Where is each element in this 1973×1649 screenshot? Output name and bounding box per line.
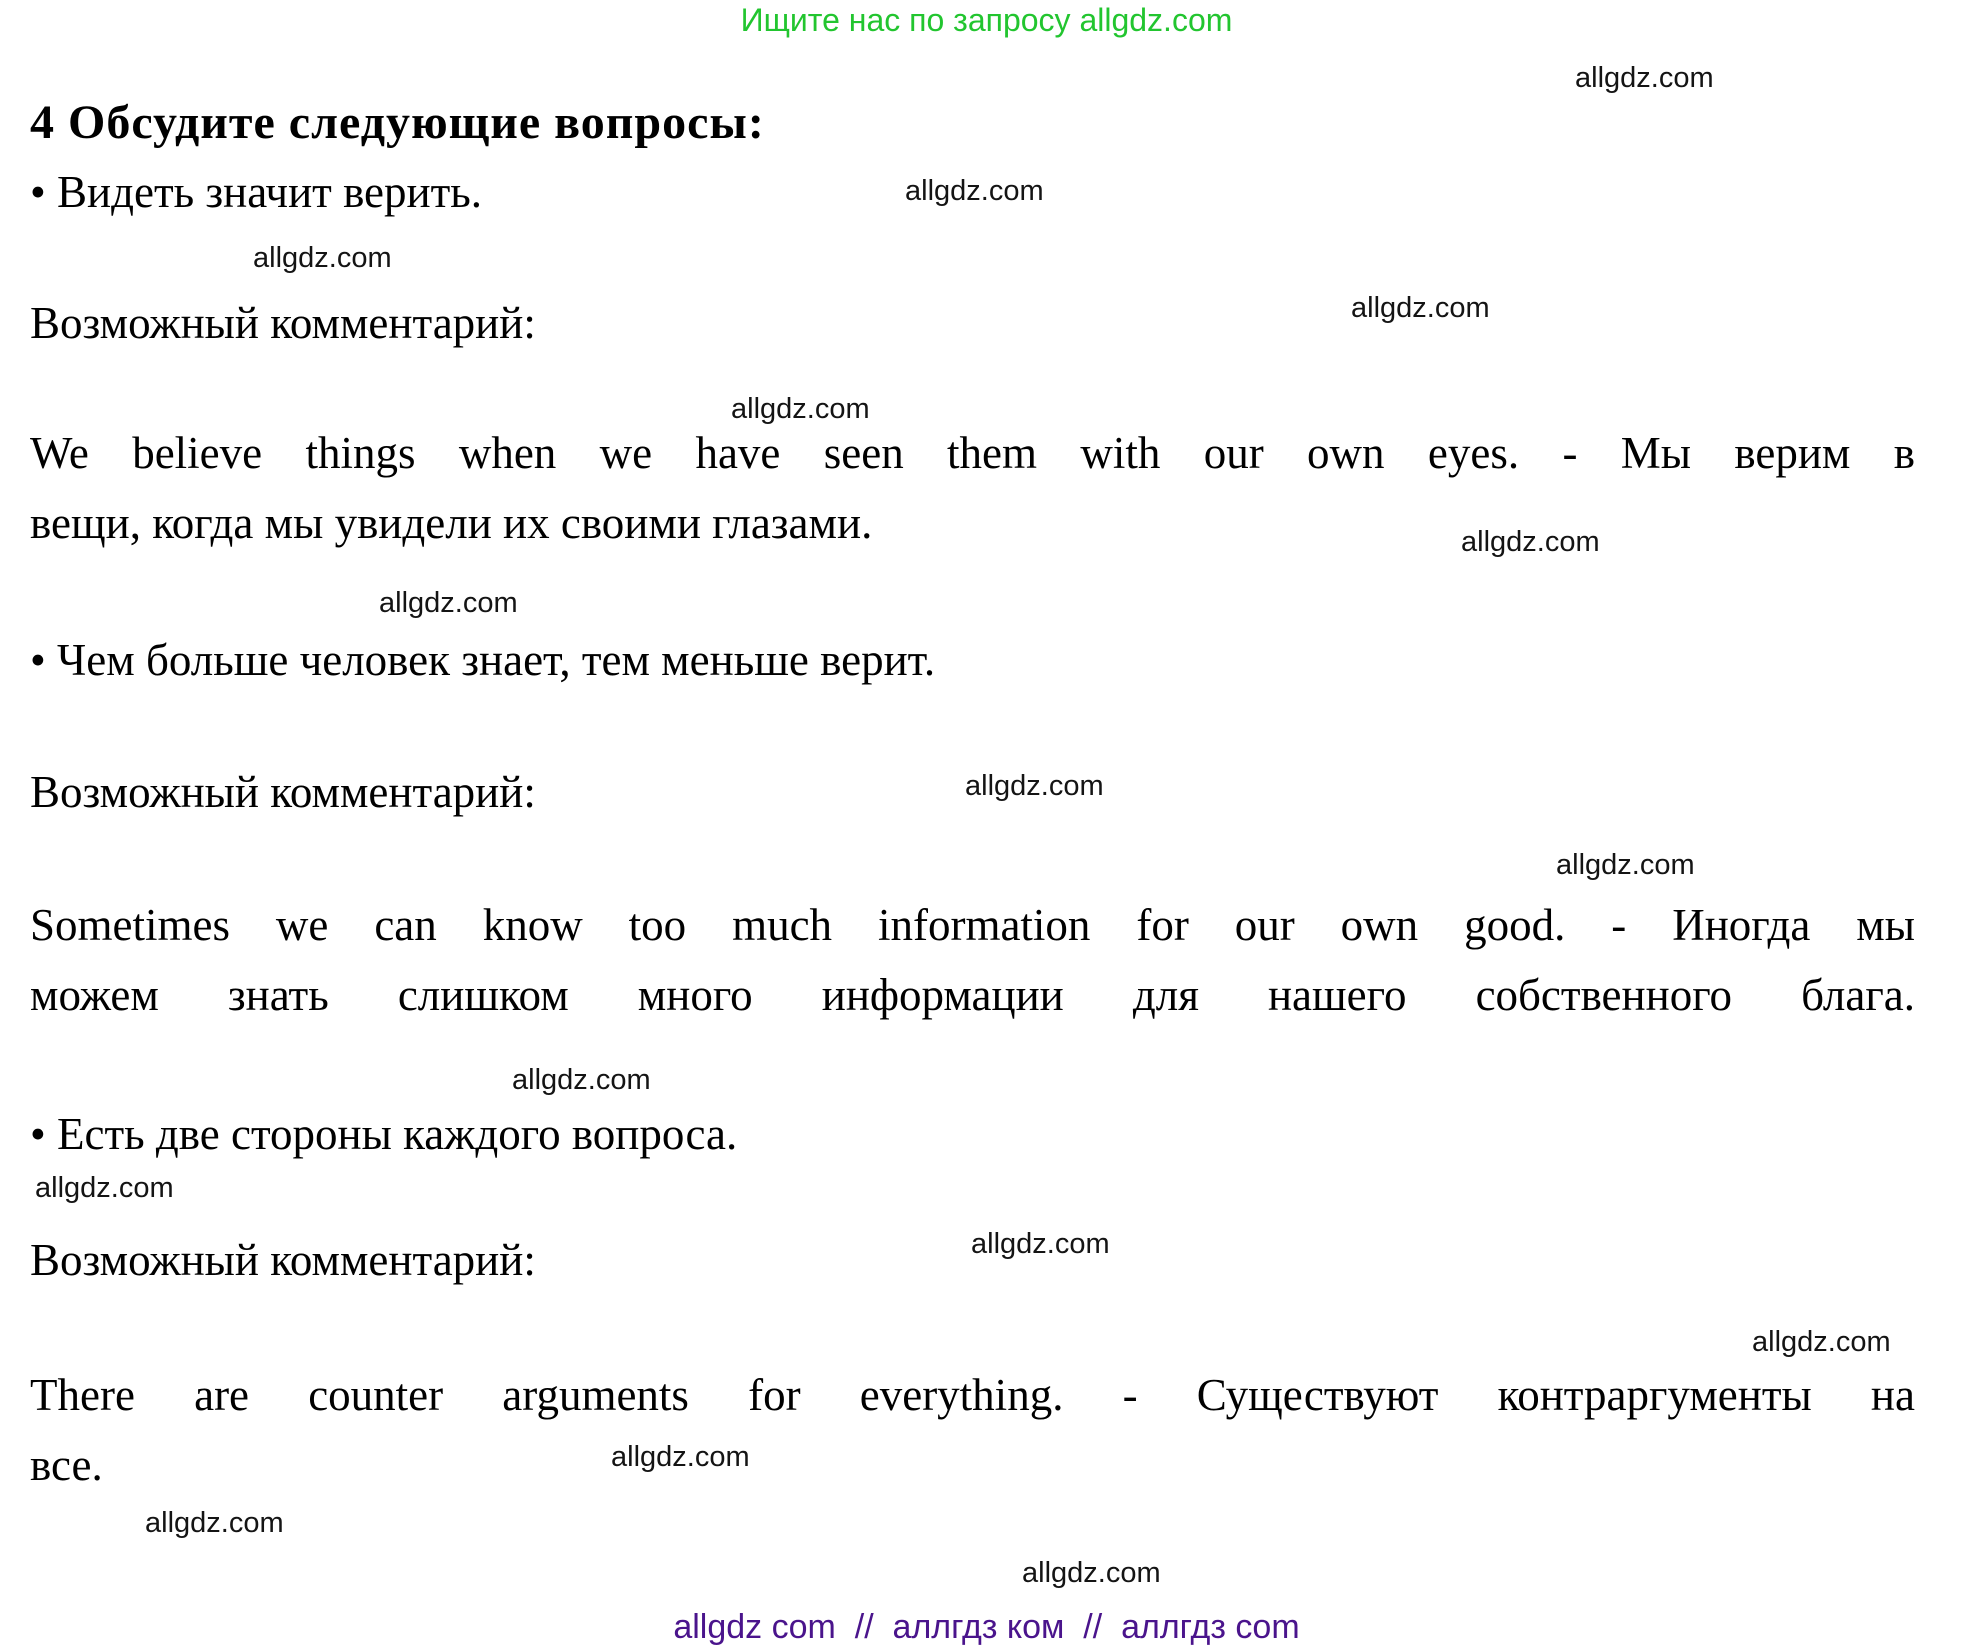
watermark: allgdz.com [512, 1064, 651, 1096]
watermark: allgdz.com [731, 393, 870, 425]
answer-3-line-1: There are counter arguments for everything. - Существуют контраргументы на [30, 1370, 1915, 1420]
comment-label-2: Возможный комментарий: [30, 767, 536, 817]
answer-2 [30, 890, 1915, 1030]
watermark: allgdz.com [1022, 1557, 1161, 1589]
watermark: allgdz.com [1351, 292, 1490, 324]
watermark: allgdz.com [379, 587, 518, 619]
question-1: • Видеть значит верить. [30, 167, 483, 217]
question-2: • Чем больше человек знает, тем меньше верит. [30, 635, 936, 685]
watermark: allgdz.com [145, 1507, 284, 1539]
watermark: allgdz.com [1752, 1326, 1891, 1358]
answer-3 [30, 1360, 1915, 1500]
watermark: allgdz.com [1461, 526, 1600, 558]
watermark: allgdz.com [965, 770, 1104, 802]
watermark: allgdz.com [35, 1172, 174, 1204]
watermark: allgdz.com [905, 175, 1044, 207]
answer-1 [30, 418, 1915, 558]
question-3: • Есть две стороны каждого вопроса. [30, 1109, 738, 1159]
answer-2-line-1: Sometimes we can know too much information for our own good. - Иногда мы [30, 900, 1915, 950]
watermark: allgdz.com [253, 242, 392, 274]
watermark: allgdz.com [1556, 849, 1695, 881]
answer-1-line-1: We believe things when we have seen them with our own eyes. - Мы верим в [30, 428, 1915, 478]
footer-site-line: allgdz com // аллгдз ком // аллгдз com [673, 1608, 1300, 1646]
answer-3-line-2: все. [30, 1440, 103, 1490]
watermark: allgdz.com [611, 1441, 750, 1473]
promo-banner: Ищите нас по запросу allgdz.com [740, 2, 1233, 38]
answer-1-line-2: вещи, когда мы увидели их своими глазами. [30, 498, 873, 548]
comment-label-3: Возможный комментарий: [30, 1235, 536, 1285]
comment-label-1: Возможный комментарий: [30, 298, 536, 348]
exercise-heading: 4 Обсудите следующие вопросы: [30, 96, 765, 149]
answer-2-line-2: можем знать слишком много информации для нашего собственного блага. [30, 970, 1915, 1020]
watermark: allgdz.com [1575, 62, 1714, 94]
watermark: allgdz.com [971, 1228, 1110, 1260]
